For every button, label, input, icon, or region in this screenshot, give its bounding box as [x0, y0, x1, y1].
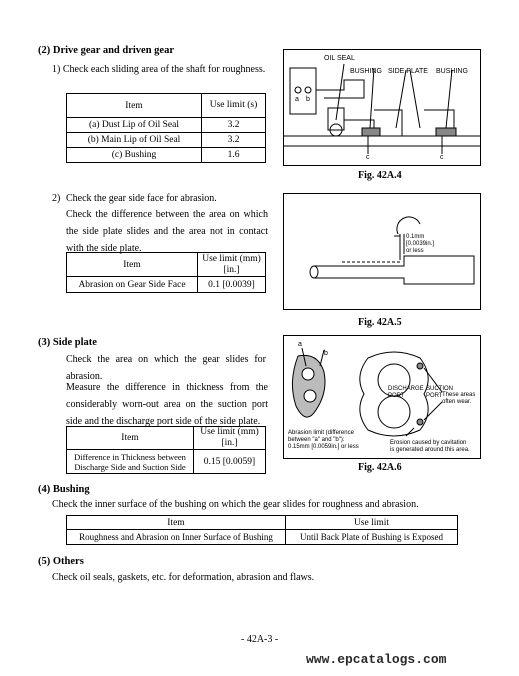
fig4-label: BUSHING	[350, 68, 382, 75]
table-header: Item	[67, 427, 194, 450]
sec5-p: Check oil seals, gaskets, etc. for deformation, abrasion and flaws.	[52, 572, 315, 583]
bushing-table	[66, 515, 458, 545]
fig6-caption: Fig. 42A.6	[358, 462, 402, 473]
table-cell: Abrasion on Gear Side Face	[67, 277, 198, 293]
section-5-heading: (5) Others	[38, 556, 84, 567]
fig4-label: c	[440, 154, 444, 161]
fig4-label: b	[306, 96, 310, 103]
fig6-abrasion-note: Abrasion limit (difference between "a" and "b"): 0.15mm [0.0059in.] or less	[288, 430, 359, 450]
table-header: Item	[67, 253, 198, 277]
table-header: Use limit (mm) [in.]	[194, 427, 266, 450]
fig6-suction-label: SUCTION PORT	[426, 386, 453, 399]
figure-42a4	[283, 49, 481, 166]
gear-face-diagram	[284, 194, 480, 309]
fig4-label: c	[366, 154, 370, 161]
section-2-heading: (2) Drive gear and driven gear	[38, 45, 174, 56]
sec3-p2: Measure the difference in thickness from the considerably worn-out area on the suction port side and the discharge port side of the side plate.	[66, 382, 268, 427]
sec3-p1: Check the area on which the gear slides for abrasion.	[66, 354, 266, 382]
table-cell: 1.6	[202, 148, 266, 163]
table-cell: 0.1 [0.0039]	[198, 277, 266, 293]
fig6-wear-note: These areas often wear.	[442, 392, 476, 405]
table-cell: (b) Main Lip of Oil Seal	[67, 133, 202, 148]
sec4-p: Check the inner surface of the bushing on which the gear slides for roughness and abrasion.	[52, 499, 419, 510]
sec2-item2b: Check the difference between the area on which the side plate slides and the area not in contact with the side plate.	[66, 209, 268, 254]
fig6-label: b	[324, 350, 328, 357]
site-watermark: www.epcatalogs.com	[306, 652, 447, 667]
section-3-heading: (3) Side plate	[38, 337, 97, 348]
table-cell: 0.15 [0.0059]	[194, 450, 266, 474]
table-cell: (a) Dust Lip of Oil Seal	[67, 118, 202, 133]
sec2-item2-num: 2)	[52, 193, 61, 204]
section-4-heading: (4) Bushing	[38, 484, 90, 495]
side-plate-table	[66, 426, 266, 474]
sec2-item1: 1) Check each sliding area of the shaft for roughness.	[52, 64, 266, 75]
figure-42a6	[283, 335, 481, 459]
table-header: Use limit (s)	[202, 94, 266, 118]
fig4-label: SIDE PLATE	[388, 68, 428, 75]
table-header: Item	[67, 94, 202, 118]
fig6-label: a	[298, 341, 302, 348]
table-cell: Until Back Plate of Bushing is Exposed	[286, 530, 458, 545]
table-cell: Difference in Thickness between Discharge Side and Suction Side	[67, 450, 194, 474]
fig4-label: BUSHING	[436, 68, 468, 75]
table-header: Item	[67, 516, 286, 530]
table-header: Use limit (mm) [in.]	[198, 253, 266, 277]
fig4-caption: Fig. 42A.4	[358, 170, 402, 181]
fig6-discharge-label: DISCHARGE PORT	[388, 386, 424, 399]
table-cell: (c) Bushing	[67, 148, 202, 163]
fig4-label: a	[295, 96, 299, 103]
table-cell: 3.2	[202, 133, 266, 148]
table-cell: Roughness and Abrasion on Inner Surface of Bushing	[67, 530, 286, 545]
fig6-erosion-note: Erosion caused by cavitation is generated around this area.	[390, 440, 470, 453]
sec2-item2: Check the gear side face for abrasion.	[66, 193, 217, 204]
page-number: - 42A-3 -	[241, 634, 279, 645]
table-cell: 3.2	[202, 118, 266, 133]
roughness-table	[66, 93, 266, 163]
table-header: Use limit	[286, 516, 458, 530]
fig5-caption: Fig. 42A.5	[358, 317, 402, 328]
fig5-note: 0.1mm [0.0039in.] or less	[406, 234, 435, 254]
figure-42a5	[283, 193, 481, 310]
fig4-label: OIL SEAL	[324, 55, 355, 62]
gear-face-table	[66, 252, 266, 293]
